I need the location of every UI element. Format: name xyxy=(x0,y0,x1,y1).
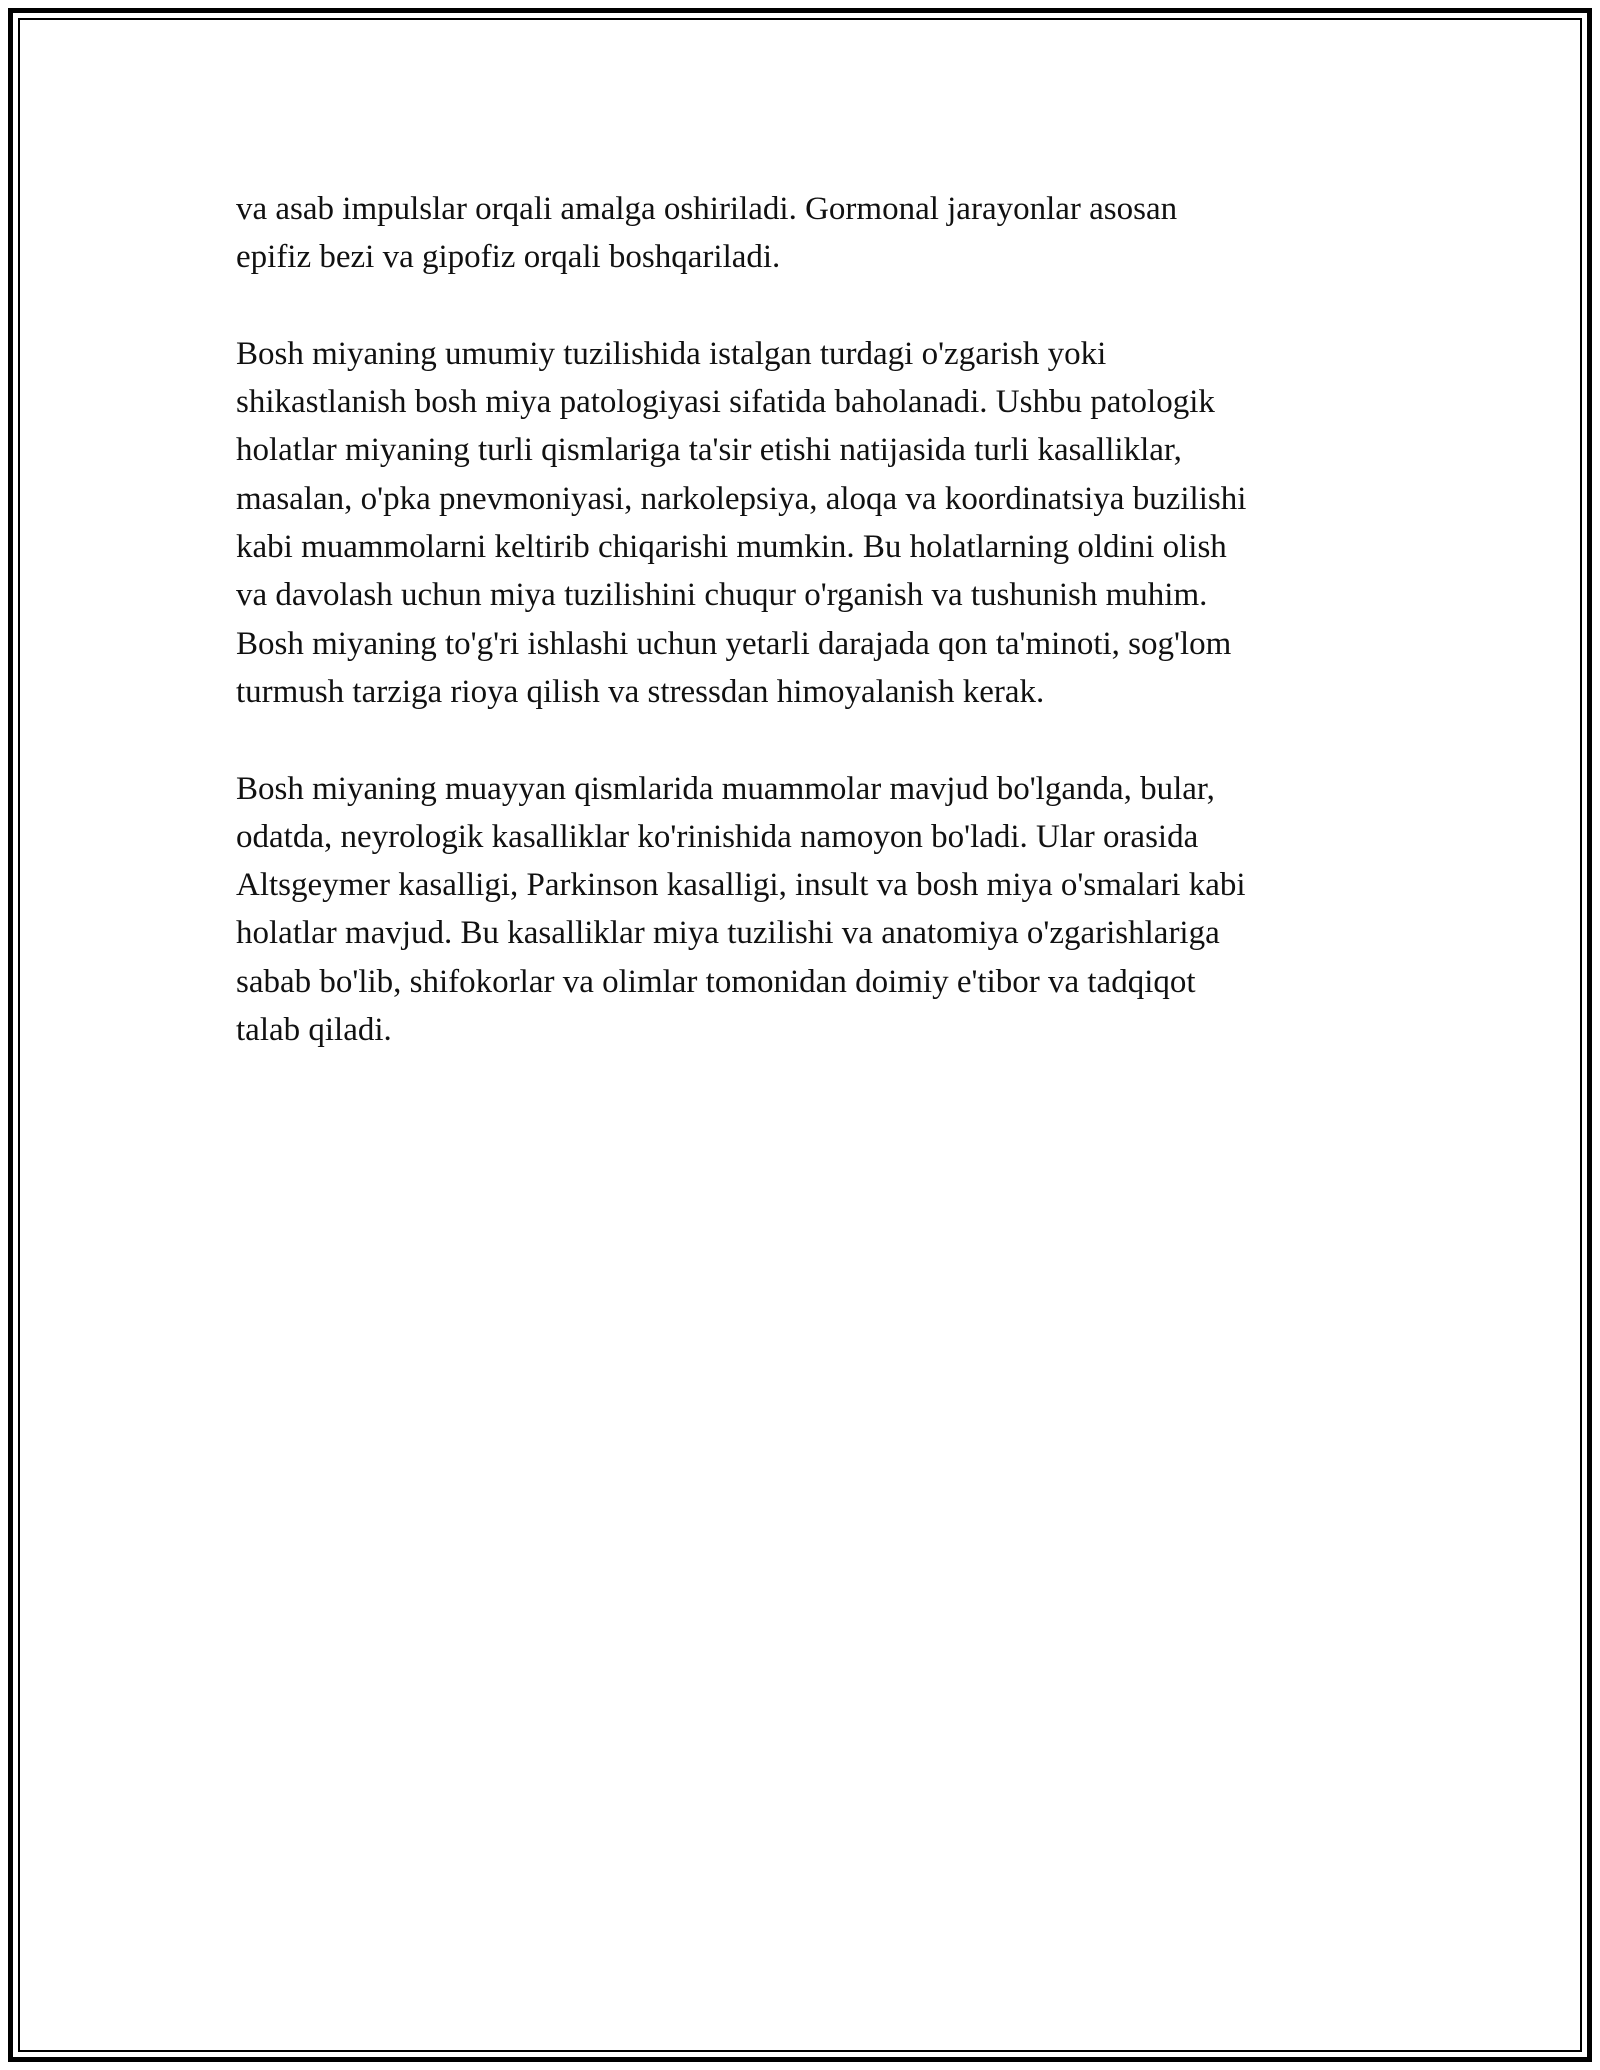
text-line: epifiz bezi va gipofiz orqali boshqariladi. xyxy=(236,239,781,276)
text-line: kabi muammolarni keltirib chiqarishi mumkin. Bu holatlarning oldini olish xyxy=(236,529,1227,566)
text-line: va davolash uchun miya tuzilishini chuqur o'rganish va tushunish muhim. xyxy=(236,577,1208,614)
document-body xyxy=(236,185,1376,1103)
text-line: Altsgeymer kasalligi, Parkinson kasalligi, insult va bosh miya o'smalari kabi xyxy=(236,867,1246,904)
paragraph-2 xyxy=(236,330,1376,716)
paragraph-3 xyxy=(236,765,1376,1055)
text-line: Bosh miyaning to'g'ri ishlashi uchun yetarli darajada qon ta'minoti, sog'lom xyxy=(236,625,1232,662)
text-line: shikastlanish bosh miya patologiyasi sifatida baholanadi. Ushbu patologik xyxy=(236,384,1215,421)
text-line: sabab bo'lib, shifokorlar va olimlar tomonidan doimiy e'tibor va tadqiqot xyxy=(236,963,1196,1000)
text-line: talab qiladi. xyxy=(236,1012,392,1049)
text-line: holatlar miyaning turli qismlariga ta'sir etishi natijasida turli kasalliklar, xyxy=(236,432,1182,469)
text-line: masalan, o'pka pnevmoniyasi, narkolepsiya, aloqa va koordinatsiya buzilishi xyxy=(236,480,1247,517)
text-line: turmush tarziga rioya qilish va stressdan himoyalanish kerak. xyxy=(236,673,1045,710)
paragraph-1 xyxy=(236,185,1376,282)
text-line: holatlar mavjud. Bu kasalliklar miya tuzilishi va anatomiya o'zgarishlariga xyxy=(236,915,1220,952)
text-line: Bosh miyaning muayyan qismlarida muammolar mavjud bo'lganda, bular, xyxy=(236,770,1215,807)
text-line: Bosh miyaning umumiy tuzilishida istalgan turdagi o'zgarish yoki xyxy=(236,335,1107,372)
text-line: va asab impulslar orqali amalga oshiriladi. Gormonal jarayonlar asosan xyxy=(236,191,1178,227)
text-line: odatda, neyrologik kasalliklar ko'rinishida namoyon bo'ladi. Ular orasida xyxy=(236,818,1199,855)
